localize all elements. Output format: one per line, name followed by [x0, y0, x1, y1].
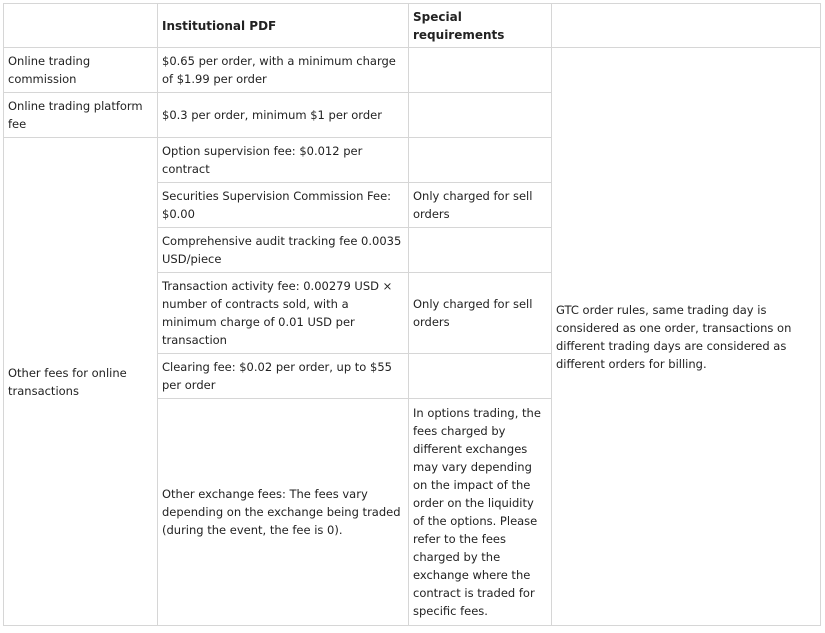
fee-table: [3, 3, 821, 626]
special-clearing: [409, 354, 552, 399]
special-securities-supervision: Only charged for sell orders: [409, 183, 552, 228]
row-label-online-trading-platform-fee: Online trading platform fee: [4, 93, 158, 138]
special-transaction-activity: Only charged for sell orders: [409, 273, 552, 354]
header-empty-cell: [4, 4, 158, 48]
header-empty-cell-right: [552, 4, 821, 48]
fee-option-supervision: Option supervision fee: $0.012 per contract: [158, 138, 409, 183]
special-other-exchange: In options trading, the fees charged by different exchanges may vary depending on the impact of the order on the liquidity of the options. Please refer to the fees charged by the exchange where the contract is traded for specific fees.: [409, 399, 552, 626]
fee-online-trading-commission: $0.65 per order, with a minimum charge of $1.99 per order: [158, 48, 409, 93]
fee-clearing: Clearing fee: $0.02 per order, up to $55 per order: [158, 354, 409, 399]
special-option-supervision: [409, 138, 552, 183]
fee-audit-tracking: Comprehensive audit tracking fee 0.0035 USD/piece: [158, 228, 409, 273]
fee-online-trading-platform-fee: $0.3 per order, minimum $1 per order: [158, 93, 409, 138]
row-label-online-trading-commission: Online trading commission: [4, 48, 158, 93]
table-row: [4, 48, 821, 93]
header-institutional-pdf: Institutional PDF: [158, 4, 409, 48]
special-online-trading-platform-fee: [409, 93, 552, 138]
special-audit-tracking: [409, 228, 552, 273]
special-online-trading-commission: [409, 48, 552, 93]
row-label-other-fees: Other fees for online transactions: [4, 138, 158, 626]
fee-other-exchange: Other exchange fees: The fees vary depending on the exchange being traded (during the event, the fee is 0).: [158, 399, 409, 626]
header-special-requirements: Special requirements: [409, 4, 552, 48]
gtc-order-rules-note: GTC order rules, same trading day is considered as one order, transactions on different trading days are considered as different orders for billing.: [552, 48, 821, 626]
table-header-row: [4, 4, 821, 48]
fee-transaction-activity: Transaction activity fee: 0.00279 USD × number of contracts sold, with a minimum charge of 0.01 USD per transaction: [158, 273, 409, 354]
fee-securities-supervision: Securities Supervision Commission Fee: $0.00: [158, 183, 409, 228]
